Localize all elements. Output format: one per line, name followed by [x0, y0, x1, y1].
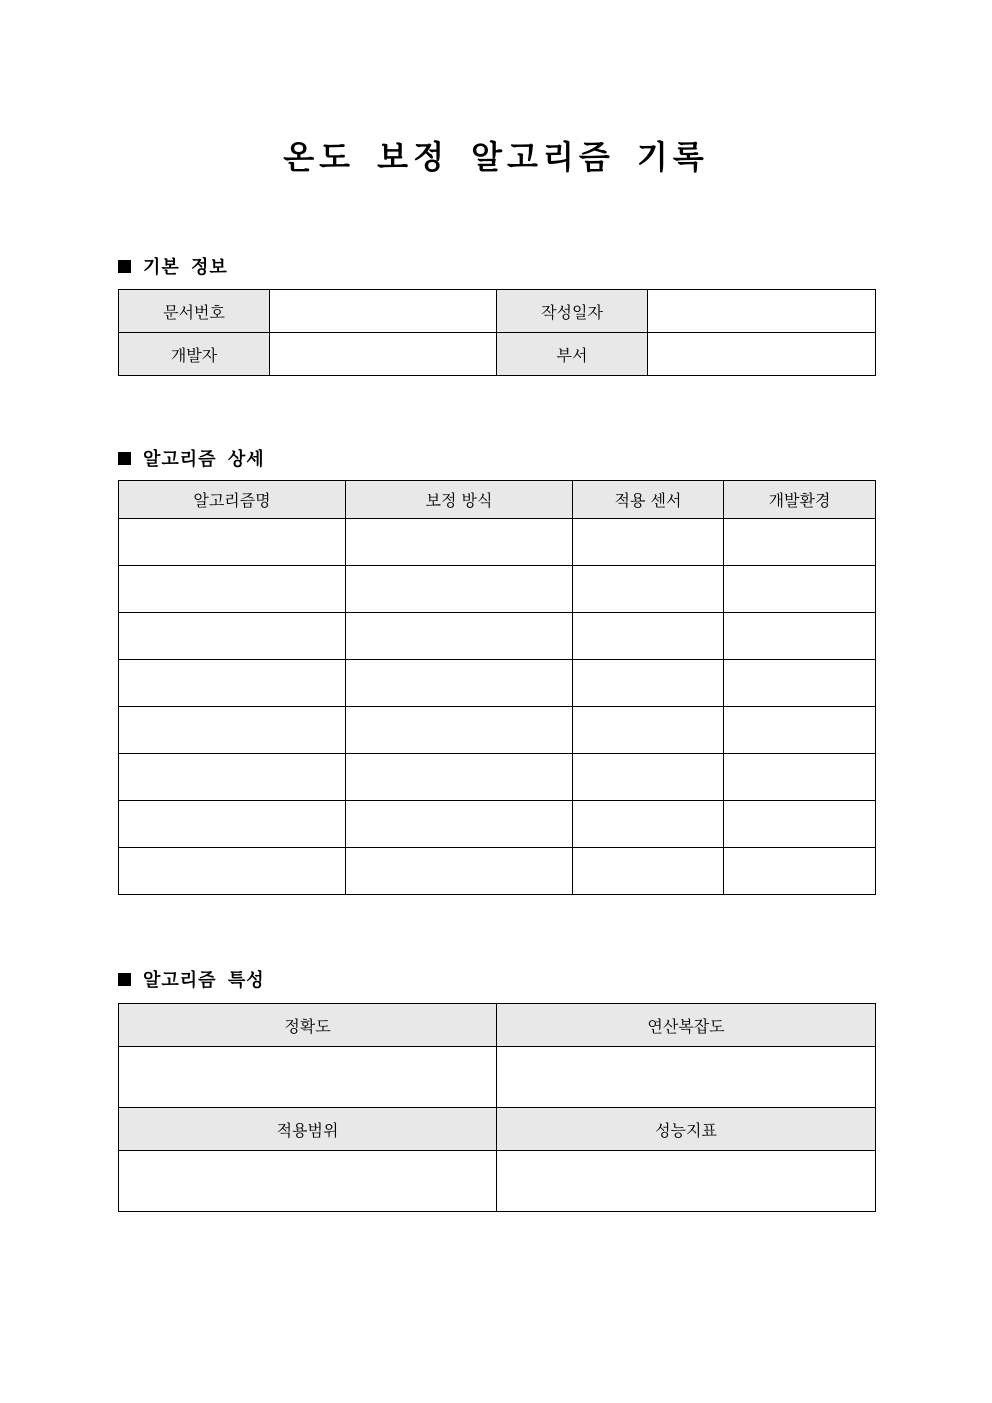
- table-row: [119, 660, 876, 707]
- algorithm-detail-table: [118, 480, 876, 895]
- table-row: [119, 519, 876, 566]
- table-row: [119, 1151, 876, 1212]
- table-row: [119, 848, 876, 895]
- table-cell[interactable]: [346, 754, 573, 801]
- table-row: [119, 1047, 876, 1108]
- table-row: [119, 613, 876, 660]
- table-cell[interactable]: [724, 801, 876, 848]
- table-cell[interactable]: [119, 848, 346, 895]
- accuracy-label: 정확도: [119, 1004, 497, 1047]
- date-field[interactable]: [648, 290, 876, 333]
- table-cell[interactable]: [724, 613, 876, 660]
- square-bullet-icon: [118, 973, 131, 986]
- section-heading-detail: [118, 445, 265, 471]
- developer-field[interactable]: [270, 333, 497, 376]
- table-cell[interactable]: [573, 613, 724, 660]
- table-row: [119, 566, 876, 613]
- section-heading-basic-label: 기본 정보: [143, 257, 228, 278]
- table-cell[interactable]: [346, 566, 573, 613]
- table-cell[interactable]: [573, 566, 724, 613]
- col-header-correction-method: 보정 방식: [346, 481, 573, 519]
- department-field[interactable]: [648, 333, 876, 376]
- doc-no-label: 문서번호: [119, 290, 270, 333]
- table-cell[interactable]: [346, 707, 573, 754]
- table-header-row: [119, 1004, 876, 1047]
- square-bullet-icon: [118, 260, 131, 273]
- table-cell[interactable]: [346, 613, 573, 660]
- table-row: [119, 754, 876, 801]
- table-cell[interactable]: [573, 707, 724, 754]
- table-cell[interactable]: [119, 801, 346, 848]
- section-heading-basic: [118, 253, 228, 279]
- table-row: [119, 290, 876, 333]
- doc-no-field[interactable]: [270, 290, 497, 333]
- accuracy-field[interactable]: [119, 1047, 497, 1108]
- table-cell[interactable]: [119, 519, 346, 566]
- department-label: 부서: [497, 333, 648, 376]
- table-cell[interactable]: [346, 848, 573, 895]
- table-cell[interactable]: [573, 754, 724, 801]
- page-title: 온도 보정 알고리즘 기록: [283, 138, 709, 176]
- table-cell[interactable]: [724, 848, 876, 895]
- scope-label: 적용범위: [119, 1108, 497, 1151]
- complexity-label: 연산복잡도: [497, 1004, 876, 1047]
- table-cell[interactable]: [573, 519, 724, 566]
- scope-field[interactable]: [119, 1151, 497, 1212]
- table-cell[interactable]: [346, 519, 573, 566]
- table-cell[interactable]: [119, 707, 346, 754]
- table-cell[interactable]: [573, 848, 724, 895]
- table-cell[interactable]: [724, 660, 876, 707]
- table-cell[interactable]: [346, 660, 573, 707]
- section-heading-characteristics: [118, 966, 265, 992]
- table-cell[interactable]: [573, 660, 724, 707]
- table-cell[interactable]: [573, 801, 724, 848]
- complexity-field[interactable]: [497, 1047, 876, 1108]
- developer-label: 개발자: [119, 333, 270, 376]
- table-row: [119, 707, 876, 754]
- col-header-dev-env: 개발환경: [724, 481, 876, 519]
- algorithm-characteristics-table: [118, 1003, 876, 1212]
- performance-field[interactable]: [497, 1151, 876, 1212]
- col-header-sensor: 적용 센서: [573, 481, 724, 519]
- col-header-algorithm-name: 알고리즘명: [119, 481, 346, 519]
- performance-label: 성능지표: [497, 1108, 876, 1151]
- table-cell[interactable]: [346, 801, 573, 848]
- table-cell[interactable]: [724, 566, 876, 613]
- table-cell[interactable]: [119, 754, 346, 801]
- table-cell[interactable]: [119, 566, 346, 613]
- table-cell[interactable]: [724, 519, 876, 566]
- date-label: 작성일자: [497, 290, 648, 333]
- table-cell[interactable]: [119, 660, 346, 707]
- section-heading-characteristics-label: 알고리즘 특성: [143, 970, 265, 991]
- table-cell[interactable]: [119, 613, 346, 660]
- square-bullet-icon: [118, 452, 131, 465]
- table-row: [119, 801, 876, 848]
- table-cell[interactable]: [724, 707, 876, 754]
- table-cell[interactable]: [724, 754, 876, 801]
- table-header-row: [119, 1108, 876, 1151]
- table-header-row: [119, 481, 876, 519]
- basic-info-table: [118, 289, 876, 376]
- table-row: [119, 333, 876, 376]
- section-heading-detail-label: 알고리즘 상세: [143, 449, 265, 470]
